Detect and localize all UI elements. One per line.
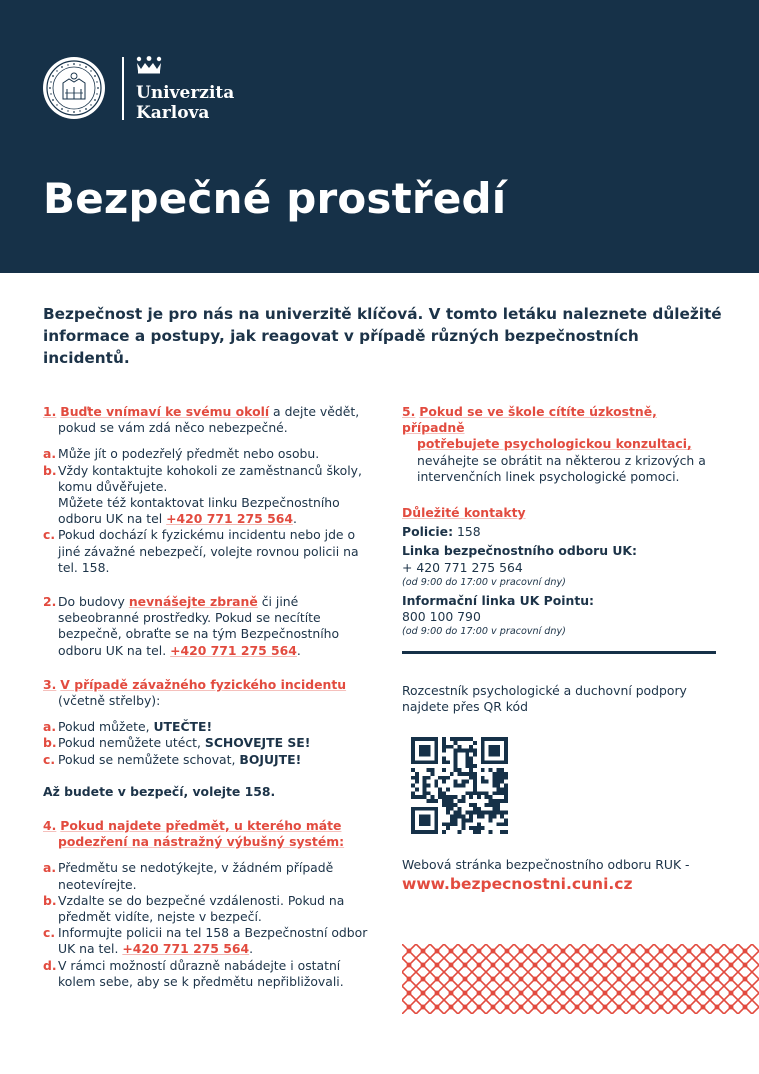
section-divider: [402, 651, 716, 654]
list-item: [43, 719, 378, 735]
section-2-number: 2.: [43, 594, 57, 610]
website-label: Webová stránka bezpečnostního odboru RUK -: [402, 857, 690, 872]
list-text: Pokud dochází k fyzickému incidentu nebo jde o jiné závažné nebezpečí, volejte rovnou policii na tel. 158.: [58, 527, 359, 575]
info-line-phone[interactable]: 800 100 790: [402, 609, 481, 625]
logo-line-2: Karlova: [136, 103, 210, 123]
section-2-text: či jiné sebeobranné prostředky. Pokud se necítíte bezpečně, obraťte se na tým Bezpečnostního odboru UK na tel.: [58, 594, 340, 658]
list-letter: c.: [43, 751, 56, 767]
list-item: [43, 893, 378, 925]
section-2: 2. Do budovy nevnášejte zbraně či jiné sebeobranné prostředky. Pokud se necítíte bezpečně, obraťte se na tým Bezpečnostního odboru UK na tel. +420 771 275 564.: [43, 594, 340, 658]
list-letter: d.: [43, 957, 57, 973]
psych-support-text: Rozcestník psychologické a duchovní podpory najdete přes QR kód: [402, 683, 687, 715]
list-text: Pokud nemůžete utéct,: [58, 735, 205, 751]
list-text: V rámci možností důrazně nabádejte i ostatní kolem sebe, aby se k předmětu nepřibližovali.: [58, 957, 344, 989]
police-value: 158: [453, 524, 481, 540]
section-4: [43, 818, 378, 990]
section-1: [43, 404, 378, 576]
phone-link[interactable]: +420 771 275 564: [166, 511, 293, 527]
list-text: Může jít o podezřelý předmět nebo osobu.: [58, 446, 320, 462]
police-contact: [402, 524, 722, 540]
right-column: [402, 404, 722, 638]
university-seal-icon: [43, 57, 105, 119]
intro-paragraph: Bezpečnost je pro nás na univerzitě klíčová. V tomto letáku naleznete důležité informace a postupy, jak reagovat v případě různých bezpečnostních incidentů.: [43, 305, 722, 367]
list-letter: a.: [43, 446, 57, 462]
section-2-highlight: nevnášejte zbraně: [128, 594, 258, 610]
contacts-heading: Důležité kontakty: [402, 505, 526, 521]
section-1-heading: [43, 404, 378, 420]
section-1-text-b: pokud se vám zdá něco nebezpečné.: [58, 420, 288, 436]
section-5-title: Pokud se ve škole cítíte úzkostně, případně: [402, 404, 657, 436]
list-letter: b.: [43, 735, 57, 751]
section-3-heading: [43, 677, 378, 693]
list-letter: a.: [43, 719, 57, 735]
info-line-label: Informační linka UK Pointu:: [402, 592, 595, 608]
list-item: [43, 446, 378, 462]
list-letter: c.: [43, 527, 56, 543]
list-emphasis: SCHOVEJTE SE!: [204, 735, 311, 751]
section-5-title-2: potřebujete psychologickou konzultaci,: [417, 436, 692, 452]
security-line-label: Linka bezpečnostního odboru UK:: [402, 543, 637, 559]
list-text: Pokud se nemůžete schovat,: [58, 751, 240, 767]
list-item: [43, 860, 378, 892]
list-item: [43, 735, 378, 751]
phone-link[interactable]: +420 771 275 564: [122, 941, 250, 957]
list-letter: b.: [43, 892, 57, 908]
left-column: [43, 404, 378, 990]
list-letter: a.: [43, 860, 57, 876]
section-4-number: 4.: [43, 818, 57, 834]
list-letter: b.: [43, 462, 57, 478]
list-emphasis: UTEČTE!: [153, 719, 213, 735]
list-text: Vždy kontaktujte kohokoli ze zaměstnanců školy, komu důvěřujete.: [58, 462, 362, 494]
section-3-number: 3.: [43, 676, 57, 692]
list-text: Pokud můžete,: [58, 719, 154, 735]
logo-line-1: Univerzita: [136, 83, 235, 103]
section-5-number: 5.: [402, 404, 416, 419]
list-text: Vzdalte se do bezpečné vzdálenosti. Pokud na předmět vidíte, nejste v bezpečí.: [58, 892, 345, 925]
section-3: [43, 677, 378, 800]
section-2-text: Do budovy: [58, 594, 129, 610]
list-text: Můžete též kontaktovat linku Bezpečnostního odboru UK na tel: [58, 495, 340, 527]
list-item: b. Vždy kontaktujte kohokoli ze zaměstnanců školy, komu důvěřujete. Můžete též kontaktovat linku Bezpečnostního odboru UK na tel +420 771 275 564.: [43, 462, 362, 527]
police-label: Policie:: [402, 524, 454, 540]
section-5-heading: [402, 404, 722, 436]
list-item: [43, 752, 378, 768]
info-line-hours: (od 9:00 do 17:00 v pracovní dny): [402, 626, 566, 638]
section-3-sub: (včetně střelby):: [58, 693, 161, 709]
website-link[interactable]: www.bezpecnostni.cuni.cz: [402, 875, 633, 893]
security-line-phone[interactable]: + 420 771 275 564: [402, 559, 523, 575]
list-text: Informujte policii na tel 158 a Bezpečnostní odbor UK na tel.: [58, 925, 368, 957]
safe-instruction: Až budete v bezpečí, volejte 158.: [43, 783, 276, 799]
logo-divider: [122, 57, 124, 120]
section-4-heading: [43, 818, 378, 834]
list-letter: c.: [43, 925, 56, 941]
contacts-block: [402, 505, 722, 638]
crown-icon: [136, 56, 162, 74]
decorative-pattern: [402, 944, 759, 1014]
page-title: Bezpečné prostředí: [43, 174, 507, 223]
section-4-title: Pokud najdete předmět, u kterého máte: [60, 818, 342, 834]
list-item: c. Informujte policii na tel 158 a Bezpečnostní odbor UK na tel. +420 771 275 564.: [43, 925, 368, 957]
section-5-text: neváhejte se obrátit na některou z krizových a intervenčních linek psychologické pomoci.: [417, 452, 706, 484]
list-text: Předmětu se nedotýkejte, v žádném případě neotevírejte.: [58, 860, 334, 892]
security-line-hours: (od 9:00 do 17:00 v pracovní dny): [402, 576, 566, 588]
university-logo-text: [136, 83, 234, 123]
qr-code[interactable]: [411, 737, 508, 834]
list-emphasis: BOJUJTE!: [239, 751, 302, 767]
section-3-title: V případě závažného fyzického incidentu: [60, 676, 347, 692]
section-5: [402, 404, 722, 485]
section-4-title-2: podezření na nástražný výbušný systém:: [58, 834, 345, 850]
phone-link[interactable]: +420 771 275 564: [170, 642, 297, 658]
header-banner: [0, 0, 759, 273]
list-item: [43, 527, 378, 576]
section-1-text-a: a dejte vědět,: [269, 404, 360, 419]
section-1-title: Buďte vnímaví ke svému okolí: [60, 404, 270, 419]
list-item: [43, 958, 378, 990]
website-block: [402, 857, 732, 895]
section-1-number: 1.: [43, 404, 57, 419]
